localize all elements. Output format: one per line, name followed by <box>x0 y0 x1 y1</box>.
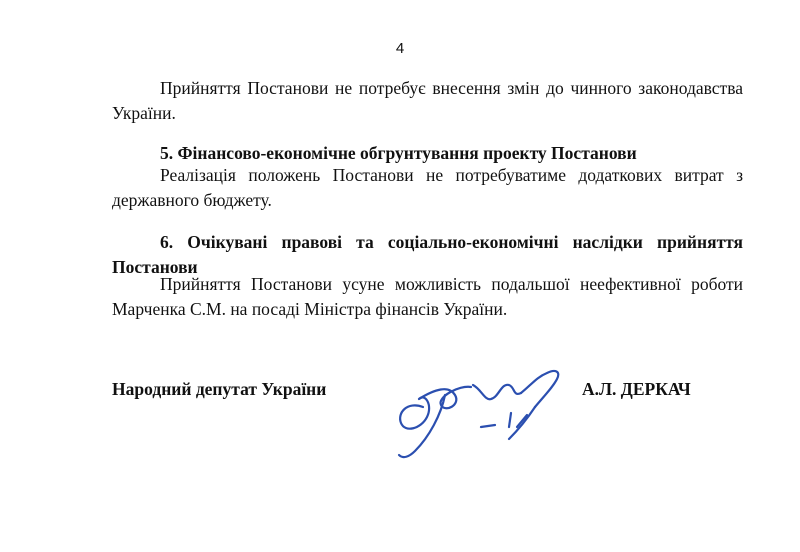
section-5-heading: 5. Фінансово-економічне обгрунтування проекту Постанови <box>160 143 637 163</box>
section-6-text: Прийняття Постанови усуне можливість подальшої неефективної роботи Марченка С.М. на посаді Міністра фінансів України. <box>112 274 743 319</box>
signatory-position: Народний депутат України <box>112 379 327 399</box>
paragraph-no-legislative-changes: Прийняття Постанови не потребує внесення змін до чинного законодавства України. <box>112 78 743 123</box>
signatory-name: А.Л. ДЕРКАЧ <box>582 379 691 399</box>
handwritten-signature <box>385 355 590 465</box>
page-number: 4 <box>395 40 405 57</box>
section-5-text: Реалізація положень Постанови не потребуватиме додаткових витрат з державного бюджету. <box>112 165 743 210</box>
signature-strokes <box>399 371 558 457</box>
section-6-heading: 6. Очікувані правові та соціально-економічні наслідки прийняття Постанови <box>112 232 743 277</box>
